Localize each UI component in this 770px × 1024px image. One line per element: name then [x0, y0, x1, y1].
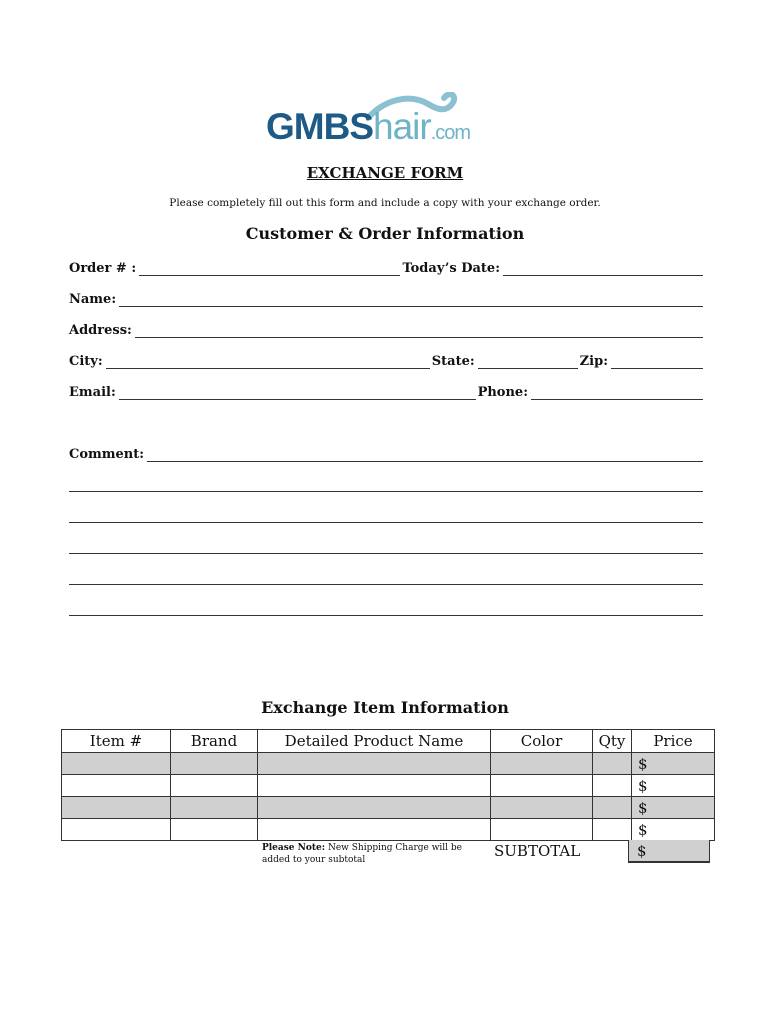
item-number-cell[interactable]: [62, 797, 171, 819]
table-row: [62, 797, 715, 819]
phone-field[interactable]: [531, 386, 703, 400]
order-date-row: [69, 258, 703, 276]
table-row: [62, 775, 715, 797]
address-row: [69, 320, 703, 338]
gmbshair-logo: [266, 92, 506, 154]
color-cell[interactable]: [491, 797, 593, 819]
table-row: [62, 753, 715, 775]
note-text: New Shipping Charge will be added to your subtotal: [262, 843, 462, 865]
comment-row: [69, 444, 703, 462]
comment-line[interactable]: [69, 615, 703, 616]
column-header-product-name: Detailed Product Name: [258, 730, 491, 753]
note-label: Please Note:: [262, 843, 326, 853]
color-cell[interactable]: [491, 775, 593, 797]
item-number-cell[interactable]: [62, 819, 171, 841]
qty-cell[interactable]: [593, 753, 632, 775]
todays-date-field[interactable]: [503, 262, 703, 276]
subtotal-field[interactable]: $: [628, 840, 710, 863]
brand-cell[interactable]: [171, 753, 258, 775]
product-name-cell[interactable]: [258, 775, 491, 797]
column-header-color: Color: [491, 730, 593, 753]
color-cell[interactable]: [491, 819, 593, 841]
column-header-brand: Brand: [171, 730, 258, 753]
column-header-item-number: Item #: [62, 730, 171, 753]
state-field[interactable]: [478, 355, 578, 369]
column-header-qty: Qty: [593, 730, 632, 753]
price-cell[interactable]: $: [632, 797, 715, 819]
brand-cell[interactable]: [171, 797, 258, 819]
zip-field[interactable]: [611, 355, 703, 369]
subtotal-label: SUBTOTAL: [494, 842, 581, 860]
comment-label: Comment:: [69, 447, 145, 462]
email-phone-row: [69, 382, 703, 400]
price-cell[interactable]: $: [632, 775, 715, 797]
todays-date-label: Today’s Date:: [402, 261, 500, 276]
name-label: Name:: [69, 292, 117, 307]
phone-label: Phone:: [477, 385, 528, 400]
product-name-cell[interactable]: [258, 753, 491, 775]
zip-label: Zip:: [579, 354, 608, 369]
table-header-row: [62, 730, 715, 753]
address-label: Address:: [69, 323, 132, 338]
logo-text-hair: hair: [373, 106, 431, 147]
address-field[interactable]: [135, 324, 703, 338]
product-name-cell[interactable]: [258, 819, 491, 841]
items-section-title: Exchange Item Information: [261, 698, 509, 717]
price-cell[interactable]: $: [632, 753, 715, 775]
brand-cell[interactable]: [171, 775, 258, 797]
qty-cell[interactable]: [593, 819, 632, 841]
item-number-cell[interactable]: [62, 775, 171, 797]
email-label: Email:: [69, 385, 116, 400]
item-number-cell[interactable]: [62, 753, 171, 775]
logo-text-com: .com: [430, 122, 471, 144]
order-number-field[interactable]: [139, 262, 400, 276]
table-row: [62, 819, 715, 841]
brand-cell[interactable]: [171, 819, 258, 841]
comment-field[interactable]: [147, 448, 703, 462]
color-cell[interactable]: [491, 753, 593, 775]
city-state-zip-row: [69, 351, 703, 369]
city-label: City:: [69, 354, 103, 369]
name-field[interactable]: [119, 293, 703, 307]
state-label: State:: [431, 354, 475, 369]
order-number-label: Order # :: [69, 261, 137, 276]
name-row: [69, 289, 703, 307]
customer-section-title: Customer & Order Information: [245, 224, 525, 243]
qty-cell[interactable]: [593, 775, 632, 797]
logo-text-gmbs: GMBS: [266, 106, 373, 147]
comment-line[interactable]: [69, 553, 703, 554]
email-field[interactable]: [119, 386, 476, 400]
qty-cell[interactable]: [593, 797, 632, 819]
column-header-price: Price: [632, 730, 715, 753]
product-name-cell[interactable]: [258, 797, 491, 819]
city-field[interactable]: [106, 355, 430, 369]
price-cell[interactable]: $: [632, 819, 715, 841]
shipping-note: [262, 842, 486, 866]
comment-line[interactable]: [69, 491, 703, 492]
form-instructions: Please completely fill out this form and include a copy with your exchange order.: [169, 197, 601, 209]
comment-line[interactable]: [69, 522, 703, 523]
form-title: EXCHANGE FORM: [306, 164, 464, 182]
comment-line[interactable]: [69, 584, 703, 585]
exchange-items-table: [61, 729, 715, 841]
